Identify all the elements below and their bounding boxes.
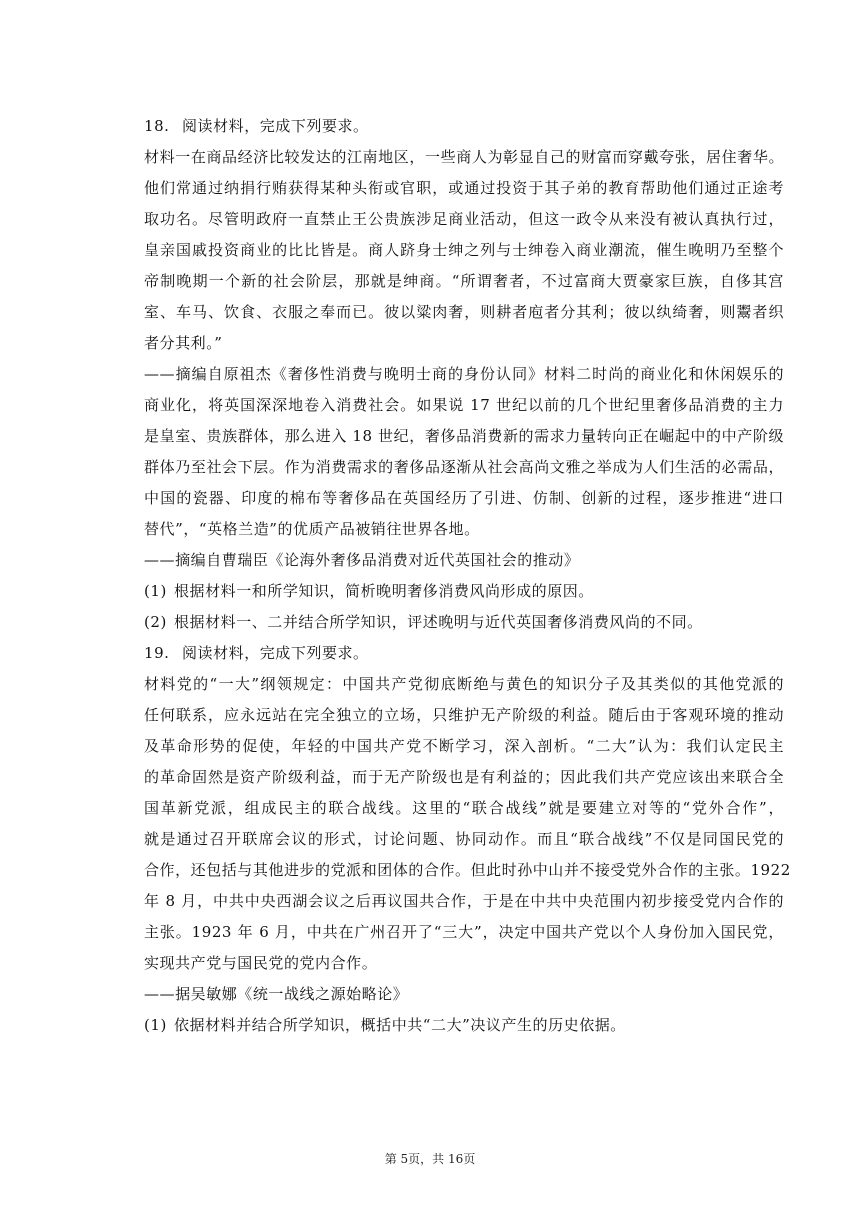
page-footer: 第 5页，共 16页	[384, 1152, 476, 1166]
material-line: ——摘编自原祖杰《奢侈性消费与晚明士商的身份认同》材料二时尚的商业化和休闲娱乐的	[144, 365, 784, 383]
material-line: 材料一在商品经济比较发达的江南地区，一些商人为彰显自己的财富而穿戴夸张，居住奢华。	[144, 148, 784, 166]
material-line: 是皇室、贵族群体，那么进入 18 世纪，奢侈品消费新的需求力量转向正在崛起中的中产阶级	[144, 427, 784, 445]
question-18-sub-2	[144, 607, 784, 638]
page-content	[144, 111, 791, 1041]
sub-question-text: 根据材料一和所学知识，简析晚明奢侈消费风尚形成的原因。	[174, 582, 594, 600]
sub-question-number: (2)	[144, 613, 167, 631]
material-line: 材料党的“一大”纲领规定：中国共产党彻底断绝与黄色的知识分子及其类似的其他党派的	[144, 675, 784, 693]
material-source: ——据吴敏娜《统一战线之源始略论》	[144, 985, 409, 1003]
material-line: 帝制晚期一个新的社会阶层，那就是绅商。“所谓奢者，不过富商大贾豪家巨族，自侈其宫	[144, 272, 784, 290]
material-line: 替代”，“英格兰造”的优质产品被销往世界各地。	[144, 520, 480, 538]
material-line: 国革新党派，组成民主的联合战线。这里的“联合战线”就是要建立对等的“党外合作”，	[144, 799, 784, 817]
material-line: 实现共产党与国民党的党内合作。	[144, 954, 378, 972]
material-line: 中国的瓷器、印度的棉布等奢侈品在英国经历了引进、仿制、创新的过程，逐步推进“进口	[144, 489, 784, 507]
material-source: ——摘编自曹瑞臣《论海外奢侈品消费对近代英国社会的推动》	[144, 551, 580, 569]
material-line: 就是通过召开联席会议的形式，讨论问题、协同动作。而且“联合战线”不仅是同国民党的	[144, 830, 784, 848]
material-line: 群体乃至社会下层。作为消费需求的奢侈品逐渐从社会高尚文雅之举成为人们生活的必需品，	[144, 458, 784, 476]
question-19-material	[144, 669, 791, 1010]
sub-question-number: (1)	[144, 582, 167, 600]
material-line: 取功名。尽管明政府一直禁止王公贵族涉足商业活动，但这一政令从来没有被认真执行过，	[144, 210, 784, 228]
question-18-material	[144, 142, 784, 576]
material-line: 商业化，将英国深深地卷入消费社会。如果说 17 世纪以前的几个世纪里奢侈品消费的主力	[144, 396, 784, 414]
material-line: 他们常通过纳捐行贿获得某种头衔或官职，或通过投资于其子弟的教育帮助他们通过正途考	[144, 179, 784, 197]
material-line: 任何联系，应永远站在完全独立的立场，只维护无产阶级的利益。随后由于客观环境的推动	[144, 706, 784, 724]
material-line: 室、车马、饮食、衣服之奉而已。彼以粱肉奢，则耕者庖者分其利；彼以纨绮奢，则鬻者织	[144, 303, 784, 321]
material-line: 主张。1923 年 6 月，中共在广州召开了“三大”，决定中国共产党以个人身份加入国民党，	[144, 923, 784, 941]
material-line: 者分其利。”	[144, 334, 223, 352]
question-19-sub-1	[144, 1010, 784, 1041]
material-line: 年 8 月，中共中央西湖会议之后再议国共合作，于是在中共中央范围内初步接受党内合作的	[144, 892, 784, 910]
question-19-heading	[144, 638, 784, 669]
question-18-sub-1	[144, 576, 784, 607]
material-line: 及革命形势的促使，年轻的中国共产党不断学习，深入剖析。“二大”认为：我们认定民主	[144, 737, 784, 755]
material-line: 皇亲国戚投资商业的比比皆是。商人跻身士绅之列与士绅卷入商业潮流，催生晚明乃至整个	[144, 241, 784, 259]
material-line: 的革命固然是资产阶级利益，而于无产阶级也是有利益的；因此我们共产党应该出来联合全	[144, 768, 784, 786]
sub-question-number: (1)	[144, 1016, 167, 1034]
question-number: 18.	[144, 117, 170, 135]
material-line: 合作，还包括与其他进步的党派和团体的合作。但此时孙中山并不接受党外合作的主张。1922	[144, 861, 791, 879]
sub-question-text: 依据材料并结合所学知识，概括中共“二大”决议产生的历史依据。	[174, 1016, 626, 1034]
question-instruction: 阅读材料，完成下列要求。	[182, 644, 369, 662]
question-18-heading	[144, 111, 784, 142]
question-number: 19.	[144, 644, 170, 662]
question-instruction: 阅读材料，完成下列要求。	[182, 117, 369, 135]
sub-question-text: 根据材料一、二并结合所学知识，评述晚明与近代英国奢侈消费风尚的不同。	[174, 613, 703, 631]
